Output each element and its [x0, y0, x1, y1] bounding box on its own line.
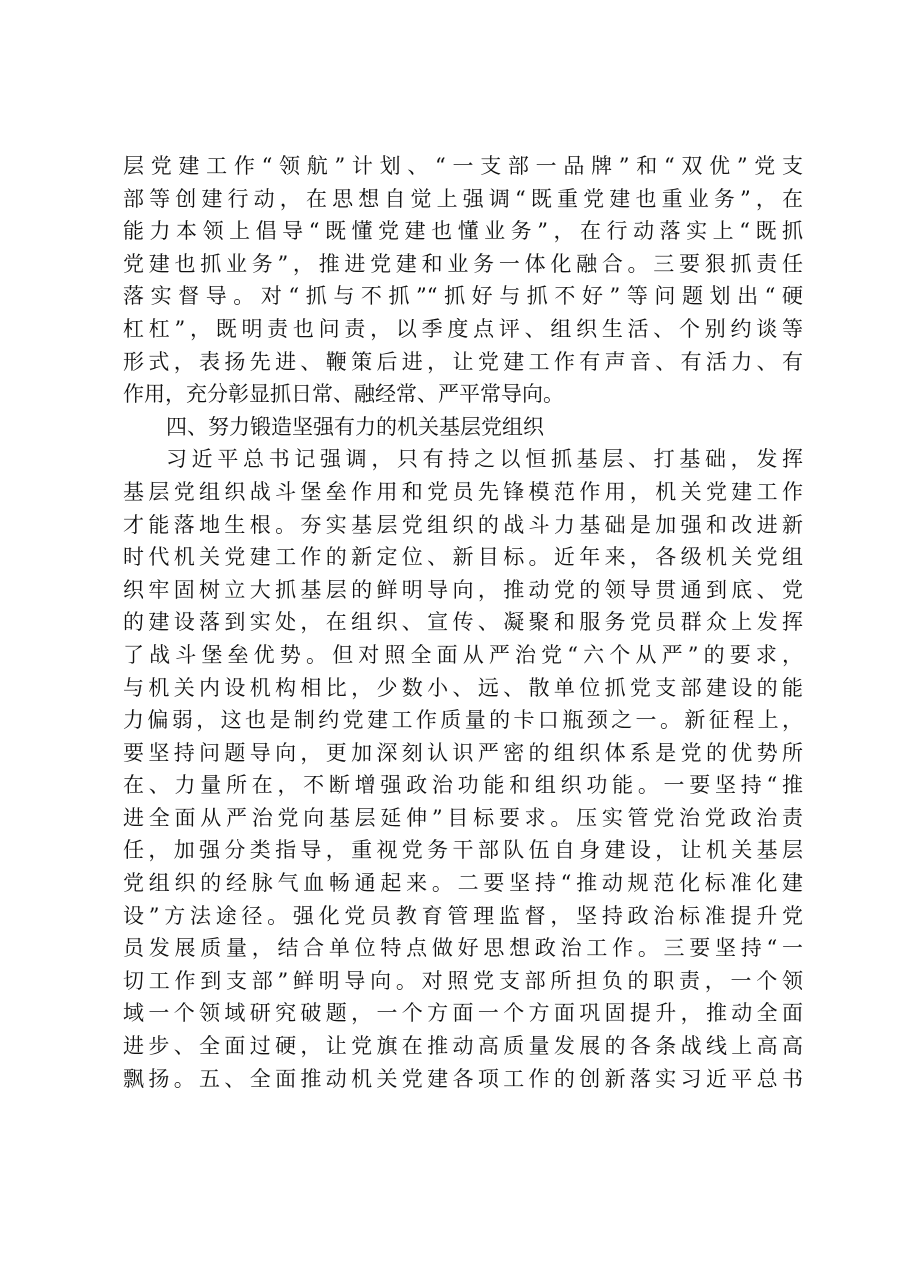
text-line: 基层党组织战斗堡垒作用和党员先锋模范作用，机关党建工作	[123, 479, 803, 504]
text-line: 力偏弱，这也是制约党建工作质量的卡口瓶颈之一。新征程上，	[123, 708, 803, 733]
document-body	[123, 150, 803, 1095]
text-line: 作用，充分彰显抓日常、融经常、严平常导向。	[123, 382, 564, 407]
text-line: 党组织的经脉气血畅通起来。二要坚持“推动规范化标准化建	[123, 871, 803, 896]
text-line: 形式，表扬先进、鞭策后进，让党建工作有声音、有活力、有	[123, 349, 803, 374]
section-heading: 四、努力锻造坚强有力的机关基层党组织	[166, 414, 544, 439]
text-line: 进步、全面过硬，让党旗在推动高质量发展的各条战线上高高	[123, 1034, 803, 1059]
text-line: 落实督导。对“抓与不抓”“抓好与抓不好”等问题划出“硬	[123, 284, 803, 309]
text-line: 部等创建行动，在思想自觉上强调“既重党建也重业务”，在	[123, 186, 803, 211]
text-line: 切工作到支部”鲜明导向。对照党支部所担负的职责，一个领	[123, 968, 803, 993]
text-line: 在、力量所在，不断增强政治功能和组织功能。一要坚持“推	[123, 773, 803, 798]
text-line: 杠杠”，既明责也问责，以季度点评、组织生活、个别约谈等	[123, 316, 803, 341]
text-line: 能力本领上倡导“既懂党建也懂业务”，在行动落实上“既抓	[123, 219, 803, 244]
text-line: 员发展质量，结合单位特点做好思想政治工作。三要坚持“一	[123, 936, 803, 961]
text-line: 设”方法途径。强化党员教育管理监督，坚持政治标准提升党	[123, 903, 803, 928]
text-line: 任，加强分类指导，重视党务干部队伍自身建设，让机关基层	[123, 838, 803, 863]
text-line: 进全面从严治党向基层延伸”目标要求。压实管党治党政治责	[123, 805, 803, 830]
paragraph-first-line: 习近平总书记强调，只有持之以恒抓基层、打基础，发挥	[166, 447, 803, 472]
text-line: 才能落地生根。夯实基层党组织的战斗力基础是加强和改进新	[123, 512, 803, 537]
text-line: 层党建工作“领航”计划、“一支部一品牌”和“双优”党支	[123, 154, 803, 178]
text-line: 了战斗堡垒优势。但对照全面从严治党“六个从严”的要求，	[123, 642, 803, 667]
text-line: 织牢固树立大抓基层的鲜明导向，推动党的领导贯通到底、党	[123, 577, 803, 602]
text-line: 的建设落到实处，在组织、宣传、凝聚和服务党员群众上发挥	[123, 610, 803, 635]
text-line: 要坚持问题导向，更加深刻认识严密的组织体系是党的优势所	[123, 740, 803, 765]
text-line: 党建也抓业务”，推进党建和业务一体化融合。三要狠抓责任	[123, 251, 803, 276]
text-line: 时代机关党建工作的新定位、新目标。近年来，各级机关党组	[123, 545, 803, 570]
text-line: 与机关内设机构相比，少数小、远、散单位抓党支部建设的能	[123, 675, 803, 700]
text-line: 域一个领域研究破题，一个方面一个方面巩固提升，推动全面	[123, 1001, 803, 1026]
text-line: 飘扬。五、全面推动机关党建各项工作的创新落实习近平总书	[123, 1066, 803, 1091]
